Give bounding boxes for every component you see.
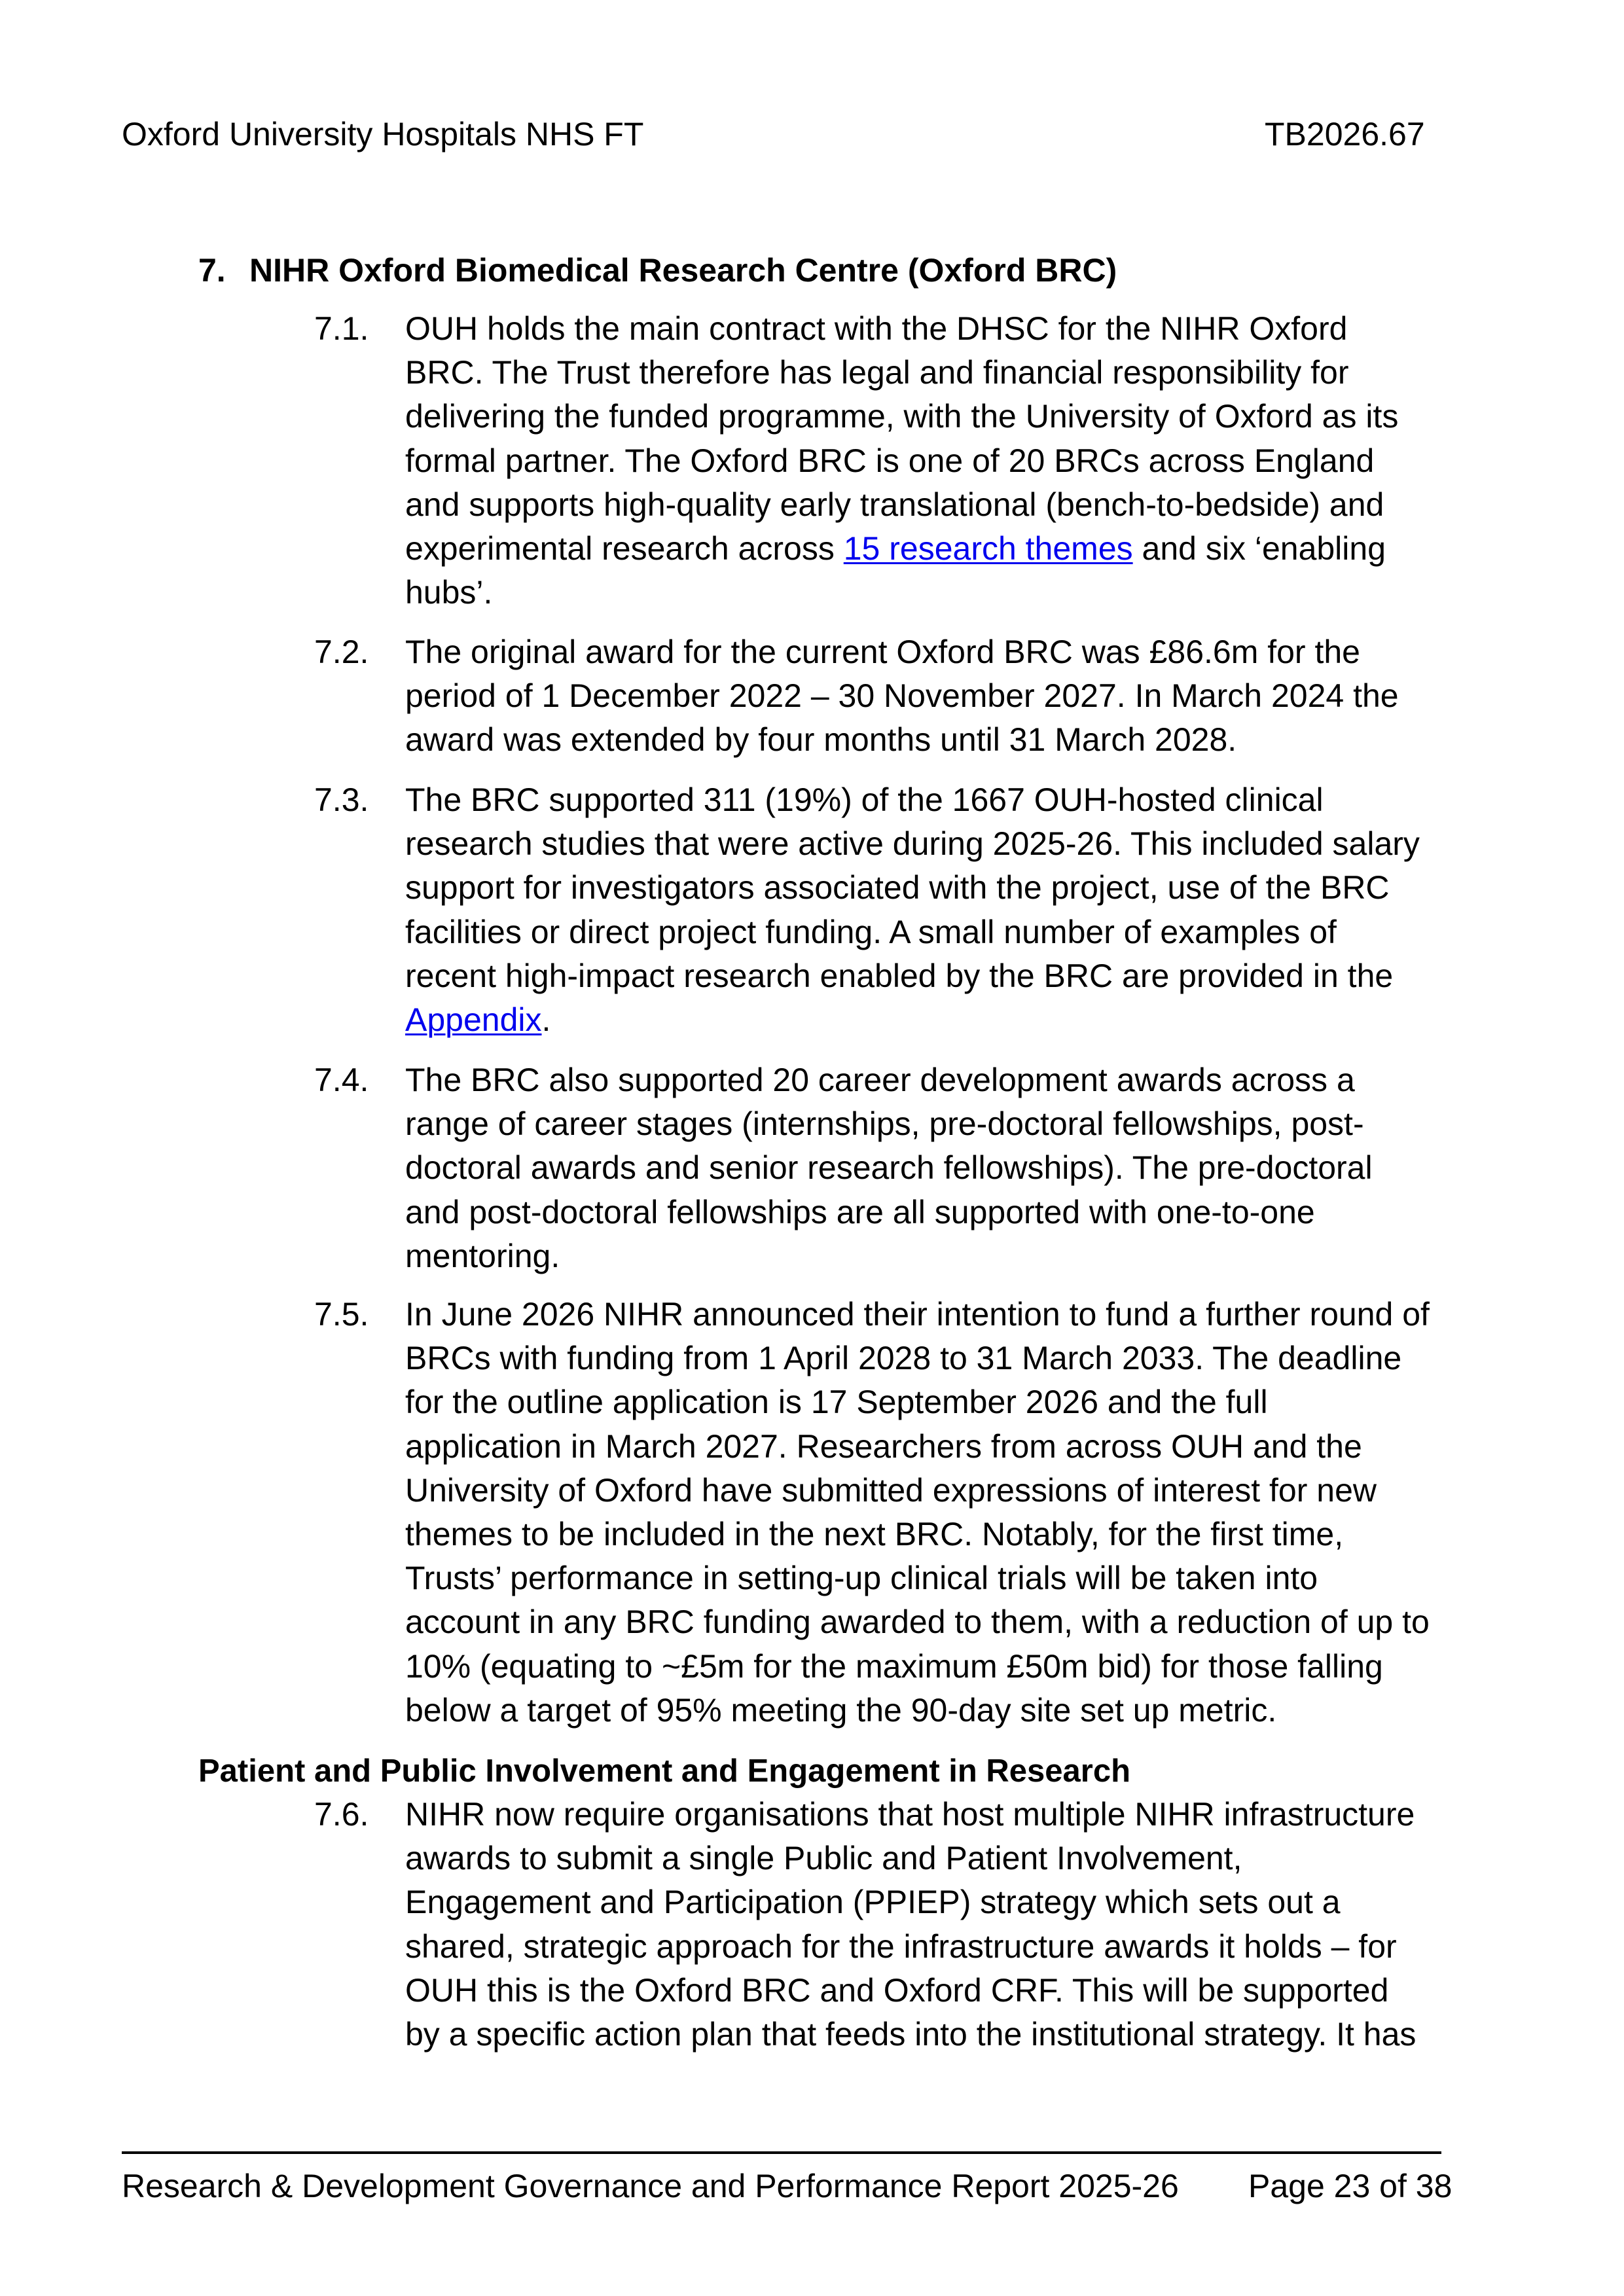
paragraph-number: 7.6.: [314, 1796, 369, 1833]
text-line: account in any BRC funding awarded to them, with a reduction of up to: [405, 1604, 1430, 1641]
text-fragment: .: [541, 1001, 551, 1039]
section-number: 7.: [198, 252, 226, 289]
paragraph-text: [405, 1293, 1453, 1732]
text-line: below a target of 95% meeting the 90-day site set up metric.: [405, 1691, 1277, 1729]
footer-rule: [122, 2151, 1441, 2154]
text-line: support for investigators associated with the project, use of the BRC: [405, 869, 1390, 906]
text-line: shared, strategic approach for the infrastructure awards it holds – for: [405, 1928, 1397, 1965]
text-line: [405, 527, 1453, 571]
text-line: BRCs with funding from 1 April 2028 to 31 March 2033. The deadline: [405, 1340, 1402, 1377]
paragraph-text: [405, 778, 1453, 1042]
text-fragment: experimental research across: [405, 530, 844, 567]
text-line: and post-doctoral fellowships are all supported with one-to-one: [405, 1193, 1315, 1230]
page-header-left: Oxford University Hospitals NHS FT: [122, 116, 644, 152]
text-line: University of Oxford have submitted expressions of interest for new: [405, 1471, 1377, 1509]
text-line: 10% (equating to ~£5m for the maximum £50m bid) for those falling: [405, 1647, 1383, 1685]
paragraph-number: 7.2.: [314, 634, 369, 670]
page-number: Page 23 of 38: [1248, 2168, 1453, 2204]
paragraph-number: 7.1.: [314, 310, 369, 347]
text-line: facilities or direct project funding. A small number of examples of: [405, 913, 1337, 950]
text-line: The BRC supported 311 (19%) of the 1667 OUH-hosted clinical: [405, 781, 1324, 818]
text-line: award was extended by four months until 31 March 2028.: [405, 721, 1237, 759]
text-line: awards to submit a single Public and Patient Involvement,: [405, 1840, 1242, 1877]
paragraph-text: [405, 630, 1453, 762]
text-line: formal partner. The Oxford BRC is one of 20 BRCs across England: [405, 442, 1375, 479]
text-line: range of career stages (internships, pre-doctoral fellowships, post-: [405, 1105, 1364, 1143]
text-line: doctoral awards and senior research fellowships). The pre-doctoral: [405, 1149, 1373, 1187]
text-line: and supports high-quality early translational (bench-to-bedside) and: [405, 486, 1384, 523]
appendix-link[interactable]: Appendix: [405, 1001, 542, 1039]
text-line: In June 2026 NIHR announced their intention to fund a further round of: [405, 1296, 1430, 1333]
text-line: [405, 998, 1453, 1042]
text-line: hubs’.: [405, 574, 493, 611]
paragraph-text: [405, 1058, 1453, 1278]
text-line: The BRC also supported 20 career development awards across a: [405, 1062, 1355, 1098]
text-line: by a specific action plan that feeds into the institutional strategy. It has: [405, 2016, 1416, 2053]
paragraph-number: 7.5.: [314, 1296, 369, 1333]
text-line: mentoring.: [405, 1237, 560, 1274]
text-line: OUH holds the main contract with the DHSC for the NIHR Oxford: [405, 310, 1348, 347]
text-line: application in March 2027. Researchers from across OUH and the: [405, 1427, 1362, 1465]
text-line: The original award for the current Oxford BRC was £86.6m for the: [405, 634, 1360, 670]
text-line: research studies that were active during 2025-26. This included salary: [405, 825, 1420, 863]
text-line: delivering the funded programme, with the University of Oxford as its: [405, 398, 1399, 435]
text-line: BRC. The Trust therefore has legal and financial responsibility for: [405, 354, 1349, 391]
subheading-ppie: Patient and Public Involvement and Engagement in Research: [198, 1753, 1131, 1789]
text-line: Trusts’ performance in setting-up clinical trials will be taken into: [405, 1560, 1318, 1597]
text-line: OUH this is the Oxford BRC and Oxford CRF. This will be supported: [405, 1971, 1389, 2009]
text-line: recent high-impact research enabled by the BRC are provided in the: [405, 957, 1394, 994]
paragraph-text: [405, 1793, 1453, 2056]
paragraph-number: 7.3.: [314, 781, 369, 818]
section-title: NIHR Oxford Biomedical Research Centre (Oxford BRC): [249, 252, 1117, 289]
page-footer-left: Research & Development Governance and Performance Report 2025-26: [122, 2168, 1179, 2204]
text-fragment: and six ‘enabling: [1132, 530, 1386, 567]
research-themes-link[interactable]: 15 research themes: [843, 530, 1133, 567]
text-line: themes to be included in the next BRC. Notably, for the first time,: [405, 1516, 1344, 1553]
paragraph-number: 7.4.: [314, 1062, 369, 1098]
text-line: for the outline application is 17 September 2026 and the full: [405, 1384, 1268, 1421]
text-line: Engagement and Participation (PPIEP) strategy which sets out a: [405, 1884, 1341, 1921]
paragraph-text: [405, 307, 1453, 615]
text-line: NIHR now require organisations that host multiple NIHR infrastructure: [405, 1796, 1415, 1833]
page-header-right: TB2026.67: [1265, 116, 1425, 152]
text-line: period of 1 December 2022 – 30 November 2027. In March 2024 the: [405, 677, 1399, 715]
